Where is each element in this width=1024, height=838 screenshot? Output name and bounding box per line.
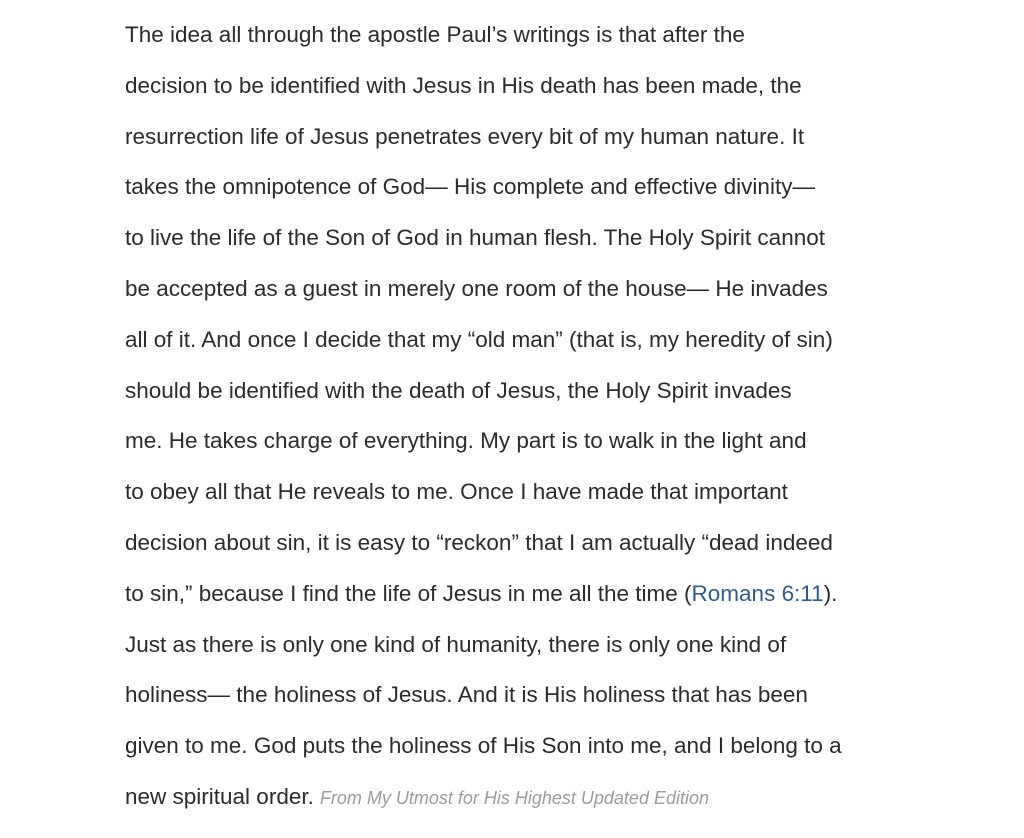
- passage-line: to obey all that He reveals to me. Once I have made that important: [125, 479, 788, 505]
- passage-line: Just as there is only one kind of humanity, there is only one kind of: [125, 631, 787, 657]
- passage-line-with-reference: [125, 569, 905, 620]
- scripture-reference-link[interactable]: Romans 6:11: [691, 580, 824, 606]
- passage-line: me. He takes charge of everything. My part is to walk in the light and: [125, 428, 807, 454]
- passage-line: resurrection life of Jesus penetrates every bit of my human nature. It: [125, 123, 805, 149]
- passage-line: should be identified with the death of Jesus, the Holy Spirit invades: [125, 377, 792, 403]
- passage-line: to live the life of the Son of God in human flesh. The Holy Spirit cannot: [125, 225, 825, 251]
- devotional-passage: [125, 10, 905, 824]
- passage-line: be accepted as a guest in merely one room of the house— He invades: [125, 275, 828, 301]
- passage-line: The idea all through the apostle Paul’s writings is that after the: [125, 22, 745, 47]
- passage-line: takes the omnipotence of God— His complete and effective divinity—: [125, 174, 815, 200]
- passage-line: given to me. God puts the holiness of His Son into me, and I belong to a: [125, 733, 842, 759]
- source-attribution: From My Utmost for His Highest Updated Edition: [319, 787, 709, 808]
- passage-text: ).: [823, 580, 838, 606]
- passage-text: to sin,” because I find the life of Jesus in me all the time (: [125, 580, 692, 606]
- passage-last-line: [125, 772, 905, 824]
- passage-line: all of it. And once I decide that my “old man” (that is, my heredity of sin): [125, 326, 833, 352]
- passage-line: decision about sin, it is easy to “reckon” that I am actually “dead indeed: [125, 529, 833, 555]
- passage-text: new spiritual order.: [125, 783, 314, 809]
- passage-line: holiness— the holiness of Jesus. And it is His holiness that has been: [125, 682, 808, 708]
- passage-line: decision to be identified with Jesus in His death has been made, the: [125, 72, 802, 98]
